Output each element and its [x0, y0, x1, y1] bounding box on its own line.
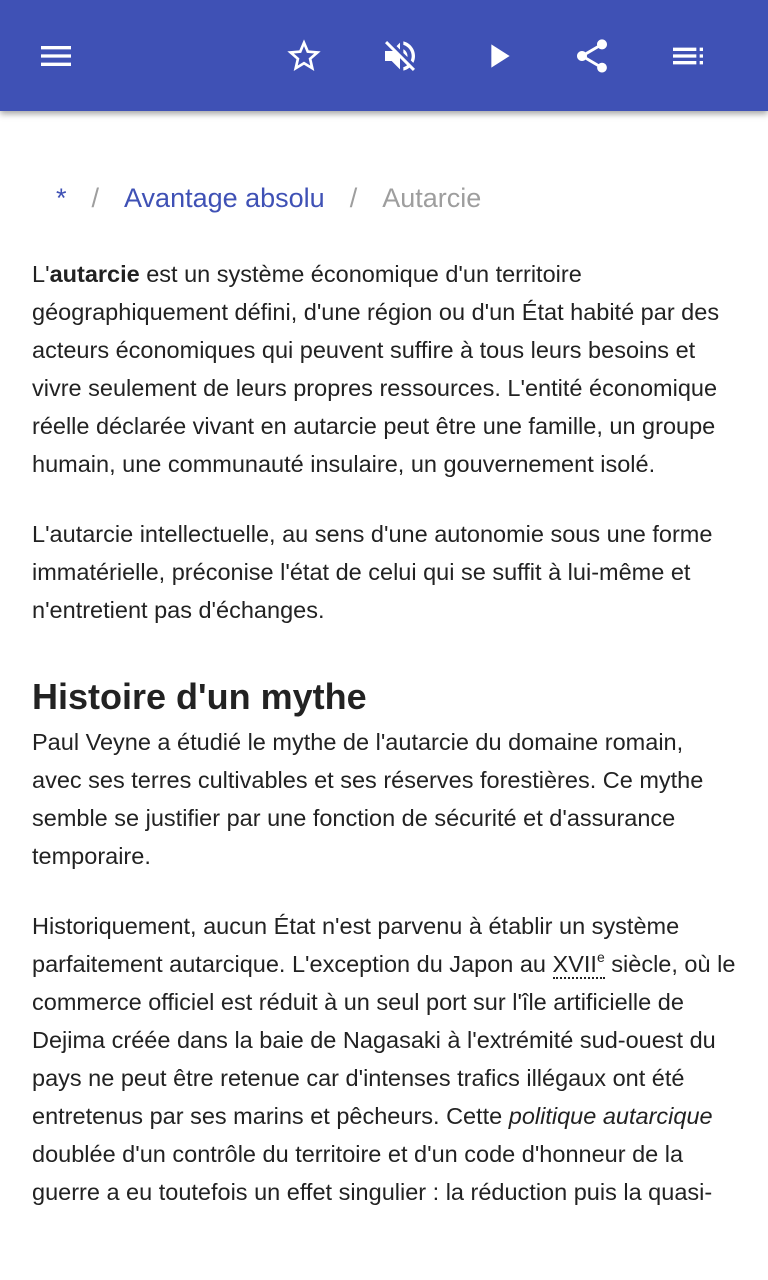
paragraph [32, 907, 738, 1211]
breadcrumb-separator: / [349, 183, 358, 213]
century-numeral: XVII [552, 951, 597, 977]
paragraph-text: Historiquement, aucun État n'est parvenu à établir un système parfaitement autarcique. L'exception du Japon au [32, 913, 680, 977]
paragraph: L'autarcie intellectuelle, au sens d'une autonomie sous une forme immatérielle, préconise l'état de celui qui se suffit à lui-même et n'entretient pas d'échanges. [32, 521, 713, 623]
volume-off-icon [380, 36, 420, 76]
play-button[interactable] [470, 28, 526, 84]
menu-icon [36, 36, 76, 76]
italic-term: politique autarcique [508, 1103, 713, 1129]
paragraph: Paul Veyne a étudié le mythe de l'autarcie du domaine romain, avec ses terres cultivables et ses réserves forestières. Ce mythe semble se justifier par une fonction de sécurité et d'assurance temporaire. [32, 729, 704, 869]
breadcrumb-current: Autarcie [382, 183, 482, 213]
breadcrumb-parent-link[interactable]: Avantage absolu [124, 183, 325, 213]
breadcrumb-home-link[interactable]: * [56, 183, 67, 213]
app-toolbar [0, 0, 768, 111]
century-superscript: e [596, 949, 605, 965]
century-abbreviation[interactable] [553, 951, 605, 979]
intro-text: est un système économique d'un territoire géographiquement défini, d'une région ou d'un État habité par des acteurs économiques qui peuvent suffire à tous leurs besoins et vivre seulement de leurs propres ressources. L'entité économique réelle déclarée vivant en autarcie peut être une famille, un groupe humain, une communauté insulaire, un gouvernement isolé. [32, 261, 720, 477]
intro-paragraph [32, 255, 738, 483]
star-outline-icon [284, 36, 324, 76]
article-content [32, 150, 738, 1211]
bookmark-button[interactable] [276, 28, 332, 84]
intro-prefix: L' [32, 261, 50, 287]
play-icon [478, 36, 518, 76]
table-of-contents-button[interactable] [660, 28, 716, 84]
paragraph-text: siècle, où le commerce officiel est réduit à un seul port sur l'île artificielle de Dejima créée dans la baie de Nagasaki à l'extrémité sud-ouest du pays ne peut être retenue car d'intenses trafics illégaux ont été entretenus par ses marins et pêcheurs. Cette [32, 951, 736, 1129]
mute-button[interactable] [372, 28, 428, 84]
breadcrumb [32, 178, 738, 218]
paragraph-text: doublée d'un contrôle du territoire et d'un code d'honneur de la guerre a eu toutefois un effet singulier : la réduction puis la quasi- [32, 1141, 713, 1205]
share-button[interactable] [564, 28, 620, 84]
breadcrumb-separator: / [91, 183, 100, 213]
section-heading: Histoire d'un mythe [32, 676, 367, 717]
menu-button[interactable] [28, 28, 84, 84]
intro-term: autarcie [49, 261, 140, 287]
table-of-contents-icon [668, 36, 708, 76]
share-icon [572, 36, 612, 76]
